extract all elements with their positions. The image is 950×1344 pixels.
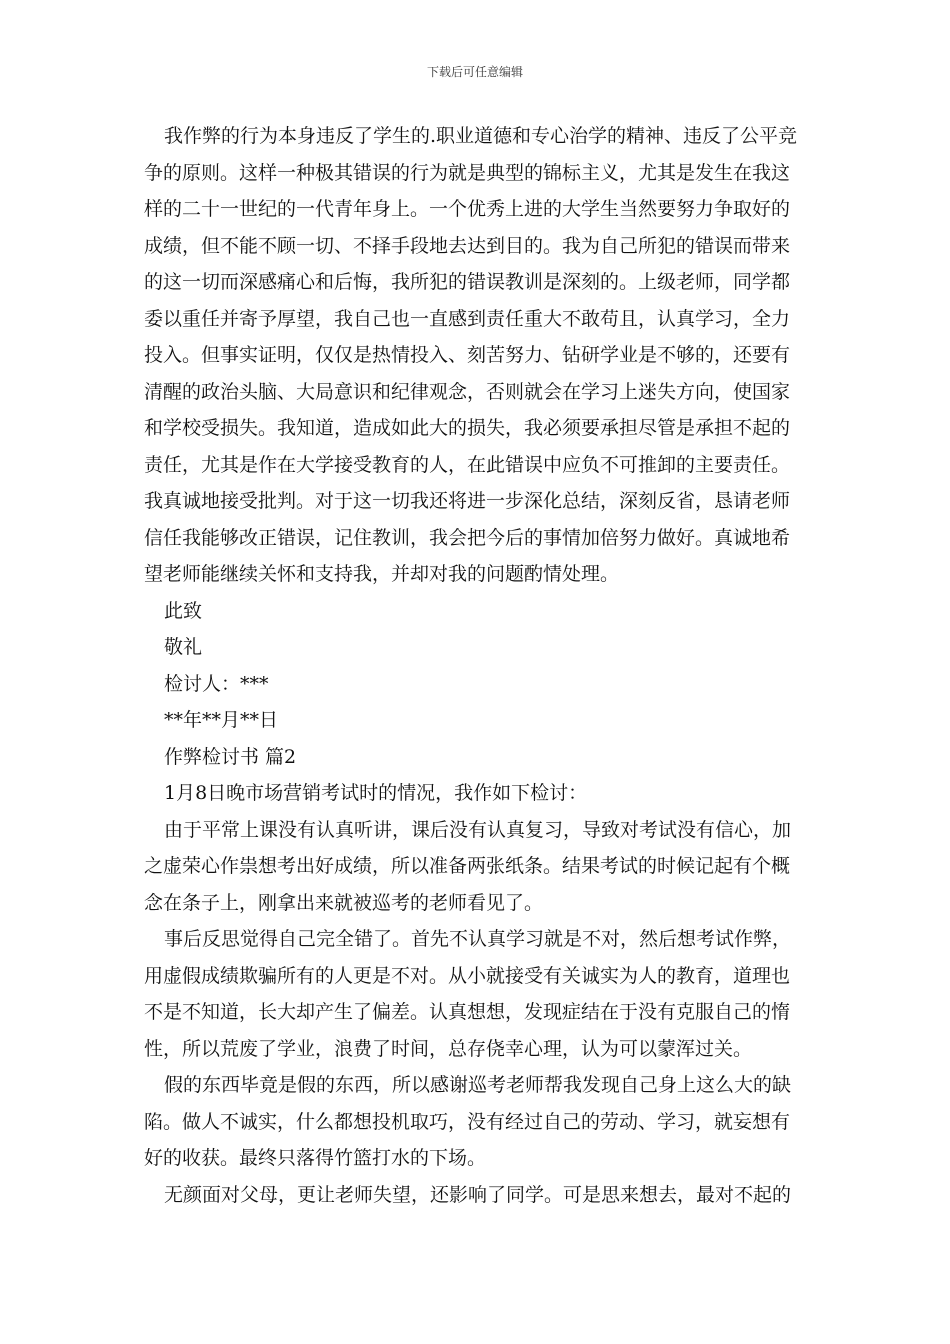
text-line: 之虚荣心作祟想考出好成绩，所以准备两张纸条。结果考试的时候记起有个概 (144, 855, 791, 877)
text-line: 的这一切而深感痛心和后悔，我所犯的错误教训是深刻的。上级老师，同学都 (144, 271, 791, 293)
signature-line: 检讨人：*** (164, 672, 269, 695)
text-line: 不是不知道，长大却产生了偏差。认真想想，发现症结在于没有克服自己的惰 (144, 1001, 791, 1023)
text-line: 和学校受损失。我知道，造成如此大的损失，我必须要承担尽管是承担不起的 (144, 417, 791, 439)
text-line: 信任我能够改正错误，记住教训，我会把今后的事情加倍努力做好。真诚地希 (144, 526, 791, 549)
text-line: 成绩，但不能不顾一切、不择手段地去达到目的。我为自己所犯的错误而带来 (144, 234, 791, 257)
text-line: 假的东西毕竟是假的东西，所以感谢巡考老师帮我发现自己身上这么大的缺 (164, 1074, 792, 1096)
text-line: 1月8日晚市场营销考试时的情况，我作如下检讨： (164, 782, 588, 804)
text-line: 用虚假成绩欺骗所有的人更是不对。从小就接受有关诚实为人的教育，道理也 (144, 964, 791, 987)
closing-salutation: 此致 (164, 599, 203, 622)
text-line: 投入。但事实证明，仅仅是热情投入、刻苦努力、钻研学业是不够的，还要有 (144, 344, 791, 366)
text-line: 事后反思觉得自己完全错了。首先不认真学习就是不对，然后想考试作弊， (164, 928, 792, 950)
date-line: **年**月**日 (164, 709, 279, 731)
text-line: 委以重任并寄予厚望，我自己也一直感到责任重大不敢苟且，认真学习，全力 (144, 307, 791, 330)
text-line: 样的二十一世纪的一代青年身上。一个优秀上进的大学生当然要努力争取好的 (144, 198, 791, 220)
text-line: 由于平常上课没有认真听讲，课后没有认真复习，导致对考试没有信心，加 (164, 818, 792, 841)
text-line: 好的收获。最终只落得竹篮打水的下场。 (144, 1147, 487, 1169)
text-line: 念在条子上，刚拿出来就被巡考的老师看见了。 (144, 891, 544, 914)
text-line: 望老师能继续关怀和支持我，并却对我的问题酌情处理。 (144, 563, 620, 585)
document-body (144, 118, 809, 1213)
page-header: 下载后可任意编辑 (426, 65, 523, 79)
text-line: 性，所以荒废了学业，浪费了时间，总存侥幸心理，认为可以蒙浑过关。 (144, 1037, 753, 1060)
text-line: 争的原则。这样一种极其错误的行为就是典型的锦标主义，尤其是发生在我这 (144, 161, 791, 184)
text-line: 无颜面对父母，更让老师失望，还影响了同学。可是思来想去，最对不起的 (164, 1183, 792, 1206)
section-title: 作弊检讨书 篇2 (164, 745, 297, 768)
closing-regards: 敬礼 (164, 636, 203, 658)
text-line: 我真诚地接受批判。对于这一切我还将进一步深化总结，深刻反省，恳请老师 (144, 490, 791, 512)
text-line: 陷。做人不诚实，什么都想投机取巧，没有经过自己的劳动、学习，就妄想有 (144, 1110, 791, 1133)
text-line: 清醒的政治头脑、大局意识和纪律观念，否则就会在学习上迷失方向，使国家 (144, 380, 791, 403)
text-line: 我作弊的行为本身违反了学生的.职业道德和专心治学的精神、违反了公平竞 (164, 125, 798, 147)
text-line: 责任，尤其是作在大学接受教育的人，在此错误中应负不可推卸的主要责任。 (144, 453, 791, 476)
